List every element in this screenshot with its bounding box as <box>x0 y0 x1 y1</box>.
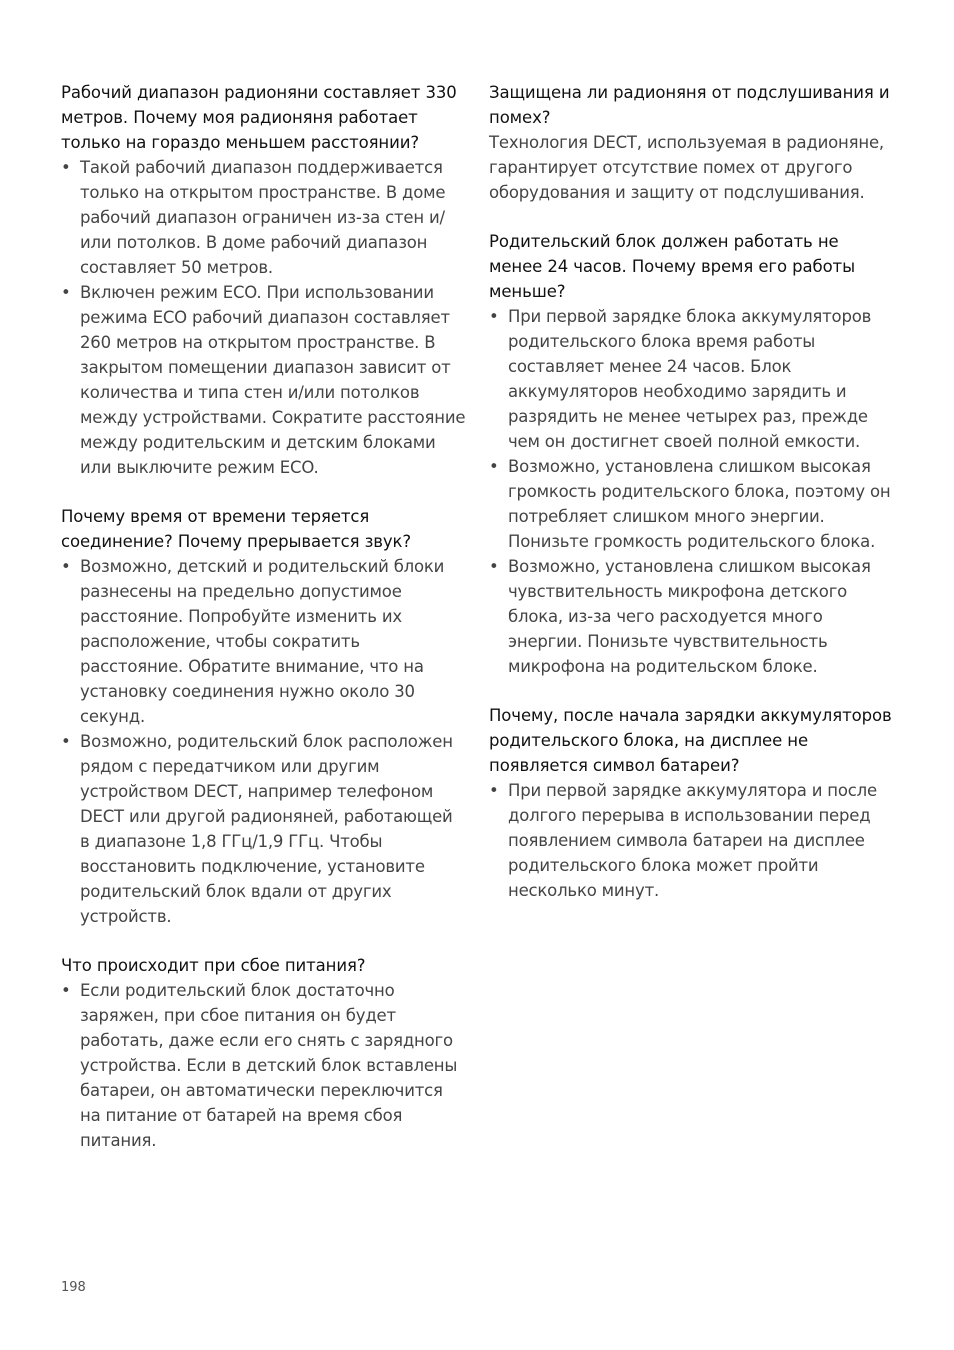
answer-list <box>61 155 467 480</box>
faq-battery-life <box>489 229 895 679</box>
question-heading: Защищена ли радионяня от подслушивания и помех? <box>489 83 890 127</box>
bullet-icon: • <box>61 557 71 576</box>
answer-item: • При первой зарядке аккумулятора и после долгого перерыва в использовании перед появлением символа батареи на дисплее родительского блока может пройти несколько минут. <box>489 778 895 903</box>
question-heading: Родительский блок должен работать не менее 24 часов. Почему время его работы меньше? <box>489 232 855 301</box>
answer-list <box>61 554 467 929</box>
page-number: 198 <box>61 1280 86 1295</box>
bullet-icon: • <box>61 981 71 1000</box>
faq-battery-symbol <box>489 703 895 903</box>
faq-connection <box>61 504 467 929</box>
question-heading: Почему, после начала зарядки аккумуляторов родительского блока, на дисплее не появляется символ батареи? <box>489 706 892 775</box>
faq-power-failure <box>61 953 467 1153</box>
answer-paragraph: Технология DECT, используемая в радионяне, гарантирует отсутствие помех от другого оборудования и защиту от подслушивания. <box>489 133 884 202</box>
faq-range <box>61 80 467 480</box>
bullet-icon: • <box>61 283 71 302</box>
answer-list <box>489 778 895 903</box>
answer-item: • Возможно, родительский блок расположен рядом с передатчиком или другим устройством DECT, например телефоном DECT или другой радионяней, работающей в диапазоне 1,8 ГГц/1,9 ГГц. Чтобы восстановить подключение, установите родительский блок вдали от других устройств. <box>61 729 467 929</box>
faq-eavesdropping <box>489 80 895 205</box>
bullet-icon: • <box>61 158 71 177</box>
answer-item: • При первой зарядке блока аккумуляторов родительского блока время работы составляет менее 24 часов. Блок аккумуляторов необходимо зарядить и разрядить не менее четырех раз, прежде чем он достигнет своей полной емкости. <box>489 304 895 454</box>
right-column <box>489 80 895 927</box>
answer-item: • Такой рабочий диапазон поддерживается только на открытом пространстве. В доме рабочий диапазон ограничен из-за стен и/или потолков. В доме рабочий диапазон составляет 50 метров. <box>61 155 467 280</box>
bullet-icon: • <box>489 781 499 800</box>
bullet-icon: • <box>489 557 499 576</box>
bullet-icon: • <box>489 307 499 326</box>
answer-list <box>61 978 467 1153</box>
question-heading: Что происходит при сбое питания? <box>61 956 366 975</box>
bullet-icon: • <box>489 457 499 476</box>
answer-item: • Возможно, установлена слишком высокая чувствительность микрофона детского блока, из-за чего расходуется много энергии. Понизьте чувствительность микрофона на родительском блоке. <box>489 554 895 679</box>
bullet-icon: • <box>61 732 71 751</box>
question-heading: Рабочий диапазон радионяни составляет 330 метров. Почему моя радионяня работает только на гораздо меньшем расстоянии? <box>61 83 457 152</box>
answer-list <box>489 304 895 679</box>
question-heading: Почему время от времени теряется соединение? Почему прерывается звук? <box>61 507 412 551</box>
answer-item: • Возможно, установлена слишком высокая громкость родительского блока, поэтому он потребляет слишком много энергии. Понизьте громкость родительского блока. <box>489 454 895 554</box>
answer-item: • Если родительский блок достаточно заряжен, при сбое питания он будет работать, даже если его снять с зарядного устройства. Если в детский блок вставлены батареи, он автоматически переключится на питание от батарей на время сбоя питания. <box>61 978 467 1153</box>
left-column <box>61 80 467 1177</box>
answer-item: • Возможно, детский и родительский блоки разнесены на предельно допустимое расстояние. Попробуйте изменить их расположение, чтобы сократить расстояние. Обратите внимание, что на установку соединения нужно около 30 секунд. <box>61 554 467 729</box>
answer-item: • Включен режим ECO. При использовании режима ECO рабочий диапазон составляет 260 метров на открытом пространстве. В закрытом помещении диапазон зависит от количества и типа стен и/или потолков между устройствами. Сократите расстояние между родительским и детским блоками или выключите режим ECO. <box>61 280 467 480</box>
